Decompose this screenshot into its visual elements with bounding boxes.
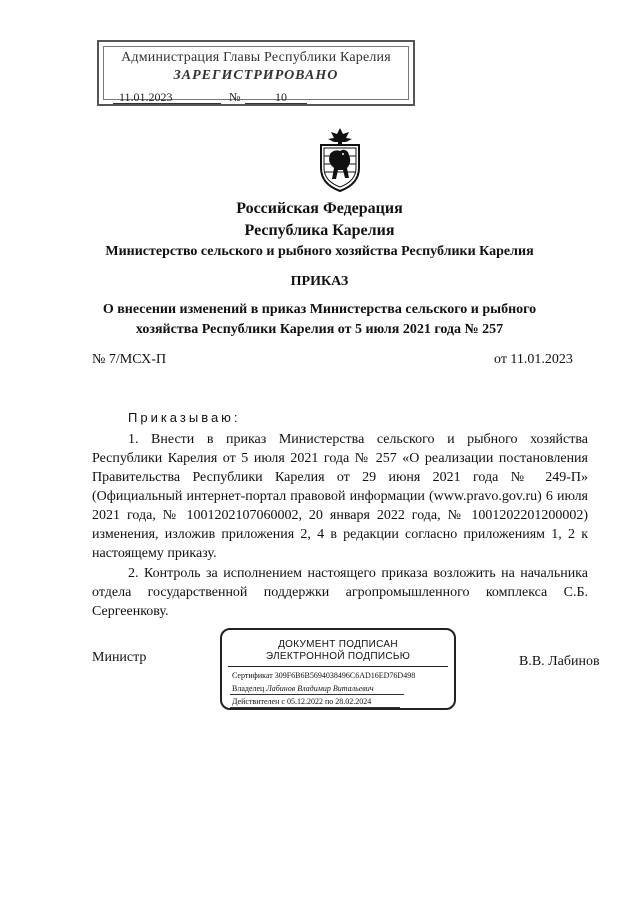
registration-stamp-status: ЗАРЕГИСТРИРОВАНО [173,68,339,83]
paragraph-1: 1. Внести в приказ Министерства сельского и рыбного хозяйства Республики Карелия от 5 июля 2021 года № 257 «О реализации постановления Правительства Республики Карелия от 29 июня 2021 года № 249-П» (Официальный интернет-портал правовой информации (www.pravo.gov.ru) 6 июля 2021 года, № 1001202107060002, 20 января 2022 года, № 1001202201200002) изменения, изложив приложения 2, 4 в редакции согласно приложениям 1, 2 к настоящему приказу. [92,432,588,561]
esig-title-line-2: ЭЛЕКТРОННОЙ ПОДПИСЬЮ [265,651,411,662]
esig-valid-from-label: с [281,697,285,706]
document-subject [0,300,639,340]
registration-stamp [97,40,415,106]
esig-owner-underline [230,694,404,695]
esig-title-line-1: ДОКУМЕНТ ПОДПИСАН [278,639,398,650]
registration-stamp-authority: Администрация Главы Республики Карелия [121,50,391,65]
registration-number-sign: № [229,90,241,104]
esig-valid-to-label: по [324,697,334,706]
registration-date-underline [113,103,221,104]
signatory-position: Министр [92,650,147,665]
republic-title: Республика Карелия [244,222,395,239]
esig-owner-row [232,684,374,693]
country-title: Российская Федерация [236,200,403,217]
paragraph-2: 2. Контроль за исполнением настоящего приказа возложить на начальника отдела государственной поддержки агропромышленного комплекса С.Б. Сергеенкову. [92,566,588,619]
order-verb: Приказываю: [128,410,241,425]
esig-valid-label: Действителен [232,697,280,706]
esig-valid-from: 05.12.2022 [286,697,323,706]
registration-number: 10 [275,90,287,104]
order-number: № 7/МСХ-П [92,352,167,367]
esig-divider [228,666,448,667]
esig-certificate-label: Сертификат [232,671,273,680]
registration-date: 11.01.2023 [119,90,173,104]
order-date: от 11.01.2023 [494,352,573,367]
document-subject-line-1: О внесении изменений в приказ Министерства сельского и рыбного [102,302,537,317]
document-subject-line-2: хозяйства Республики Карелия от 5 июля 2021 года № 257 [135,322,504,337]
esig-validity-row [232,697,371,706]
esig-valid-to: 28.02.2024 [335,697,372,706]
esig-validity-underline [230,707,400,708]
esig-owner-label: Владелец [232,684,265,693]
electronic-signature-stamp [220,628,456,710]
esig-certificate-row [232,671,415,680]
esig-owner-value: Лабинов Владимир Витальевич [266,684,374,693]
signatory-name: В.В. Лабинов [519,654,600,669]
karelia-coat-of-arms-icon [316,128,364,192]
esig-certificate-value: 309F6B6B5694038496C6AD16ED76D498 [274,671,416,680]
registration-number-underline [245,103,307,104]
ministry-title: Министерство сельского и рыбного хозяйства Республики Карелия [105,244,534,259]
document-type: ПРИКАЗ [290,274,349,289]
